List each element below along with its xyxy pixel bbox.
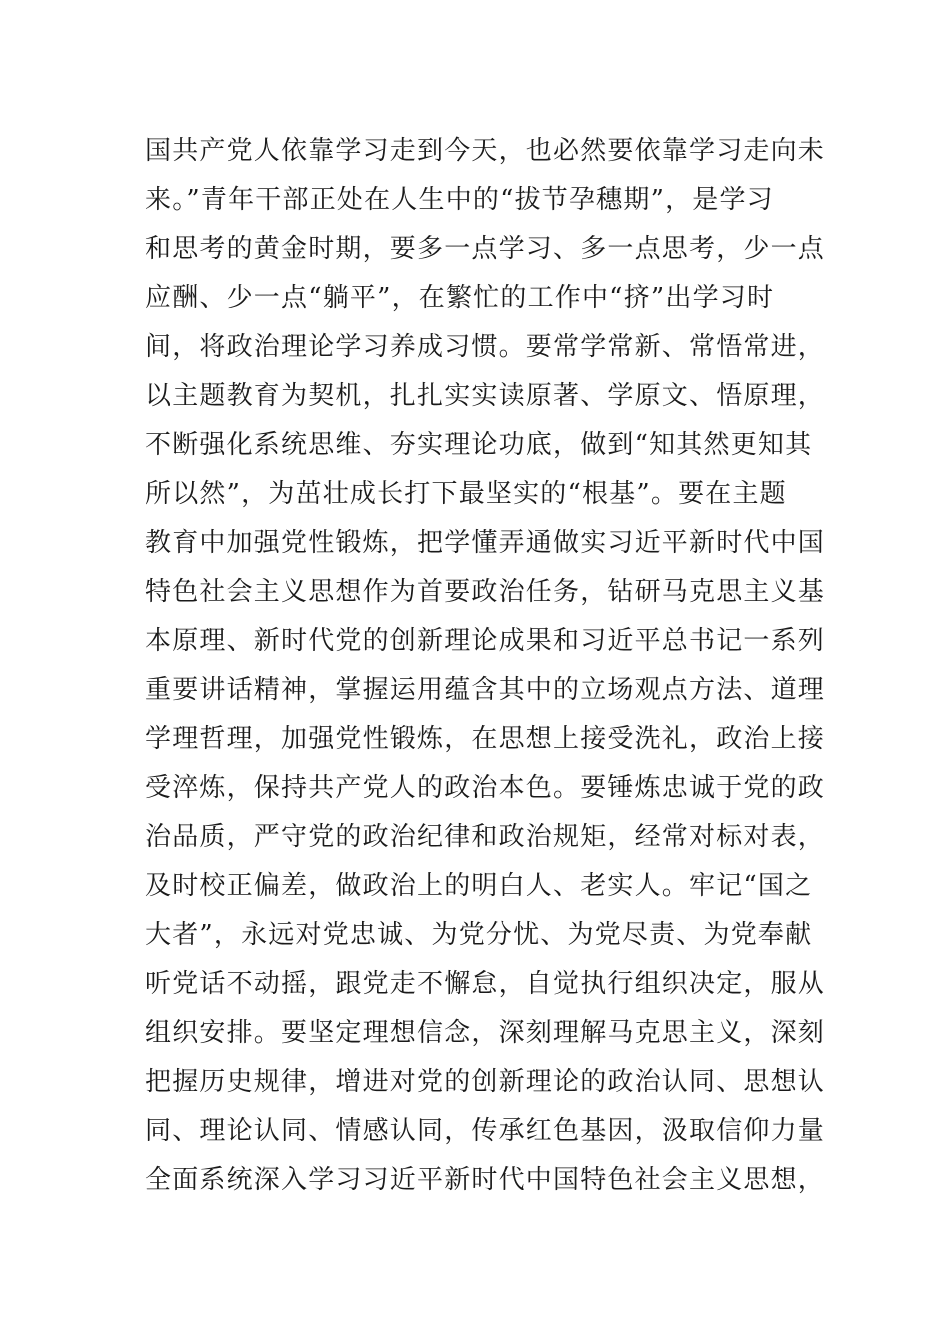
text-line: 来。”青年干部正处在人生中的“拔节孕穗期”，是学习: [145, 185, 774, 215]
text-line: 受淬炼，保持共产党人的政治本色。要锤炼忠诚于党的政: [145, 773, 826, 803]
text-line: 学理哲理，加强党性锻炼，在思想上接受洗礼，政治上接: [145, 724, 826, 754]
text-line: 及时校正偏差，做政治上的明白人、老实人。牢记“国之: [145, 871, 813, 901]
text-line: 组织安排。要坚定理想信念，深刻理解马克思主义，深刻: [145, 1018, 826, 1048]
text-line: 国共产党人依靠学习走到今天，也必然要依靠学习走向未: [145, 136, 826, 166]
text-line: 以主题教育为契机，扎扎实实读原著、学原文、悟原理，: [145, 381, 826, 411]
text-line: 教育中加强党性锻炼，把学懂弄通做实习近平新时代中国: [145, 528, 826, 558]
text-line: 不断强化系统思维、夯实理论功底，做到“知其然更知其: [145, 430, 813, 460]
text-line: 大者”，永远对党忠诚、为党分忧、为党尽责、为党奉献: [145, 920, 813, 950]
text-line: 把握历史规律，增进对党的创新理论的政治认同、思想认: [145, 1067, 826, 1097]
text-line: 间，将政治理论学习养成习惯。要常学常新、常悟常进，: [145, 332, 826, 362]
text-line: 治品质，严守党的政治纪律和政治规矩，经常对标对表，: [145, 822, 826, 852]
text-line: 特色社会主义思想作为首要政治任务，钻研马克思主义基: [145, 577, 826, 607]
text-line: 听党话不动摇，跟党走不懈怠，自觉执行组织决定，服从: [145, 969, 826, 999]
text-line: 所以然”，为茁壮成长打下最坚实的“根基”。要在主题: [145, 479, 787, 509]
text-line: 应酬、少一点“躺平”，在繁忙的工作中“挤”出学习时: [145, 283, 775, 313]
body-text: [145, 127, 825, 1205]
text-line: 全面系统深入学习习近平新时代中国特色社会主义思想，: [145, 1165, 826, 1195]
text-line: 同、理论认同、情感认同，传承红色基因，汲取信仰力量: [145, 1116, 826, 1146]
text-line: 本原理、新时代党的创新理论成果和习近平总书记一系列: [145, 626, 826, 656]
text-line: 重要讲话精神，掌握运用蕴含其中的立场观点方法、道理: [145, 675, 826, 705]
text-line: 和思考的黄金时期，要多一点学习、多一点思考，少一点: [145, 234, 826, 264]
